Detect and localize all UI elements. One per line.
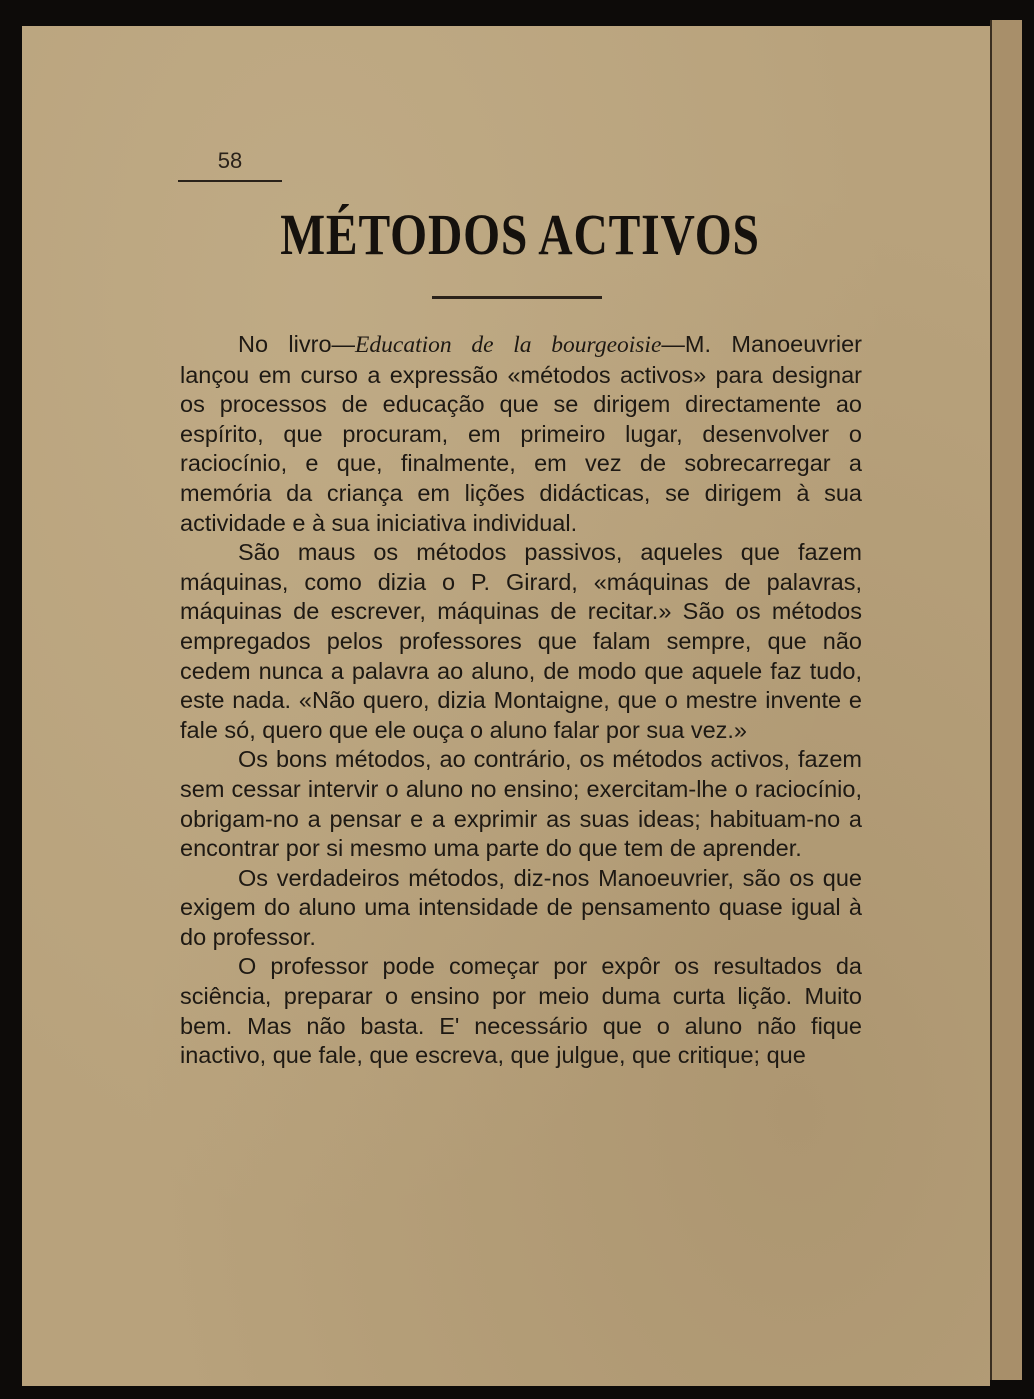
paragraph: Os verdadeiros métodos, diz-nos Manoeuvrier, são os que exigem do aluno uma intensidade de pensamento quase igual à do professor. xyxy=(180,864,862,950)
paragraph: O professor pode começar por expôr os resultados da sciência, preparar o ensino por meio duma curta lição. Muito bem. Mas não basta. E' necessário que o aluno não fique inactivo, que fale, que escreva, que julgue, que critique; que xyxy=(180,953,862,1069)
paragraph-text: —M. Manoeuvrier lançou em curso a expressão «métodos activos» para designar os processos de educação que se dirigem directamente ao espírito, que procuram, em primeiro lugar, desenvolver o raciocínio, e que, finalmente, em vez de sobrecarregar a memória da criança em lições didácticas, se dirigem à sua actividade e à sua iniciativa individual. xyxy=(180,331,863,536)
title-divider xyxy=(432,296,602,299)
book-title: Education de la bourgeoisie xyxy=(355,332,662,358)
paragraph: São maus os métodos passivos, aqueles que fazem máquinas, como dizia o P. Girard, «máquinas de palavras, máquinas de escrever, máquinas de recitar.» São os métodos empregados pelos professores que falam sempre, que não cedem nunca a palavra ao aluno, de modo que aquele faz tudo, este nada. «Não quero, dizia Montaigne, que o mestre invente e fale só, quero que ele ouça o aluno falar por sua vez.» xyxy=(180,539,862,743)
page-number-rule xyxy=(178,180,282,182)
page-number: 58 xyxy=(217,148,243,173)
next-page-edge xyxy=(990,20,1022,1380)
paragraph xyxy=(180,330,862,538)
page-title: MÉTODOS ACTIVOS xyxy=(280,202,760,267)
body-text xyxy=(180,330,862,1071)
paragraph: Os bons métodos, ao contrário, os métodos activos, fazem sem cessar intervir o aluno no ensino; exercitam-lhe o raciocínio, obrigam-no a pensar e a exprimir as suas ideas; habituam-no a encontrar por si mesmo uma parte do que tem de aprender. xyxy=(180,746,862,862)
paragraph-text: No livro— xyxy=(238,331,356,357)
